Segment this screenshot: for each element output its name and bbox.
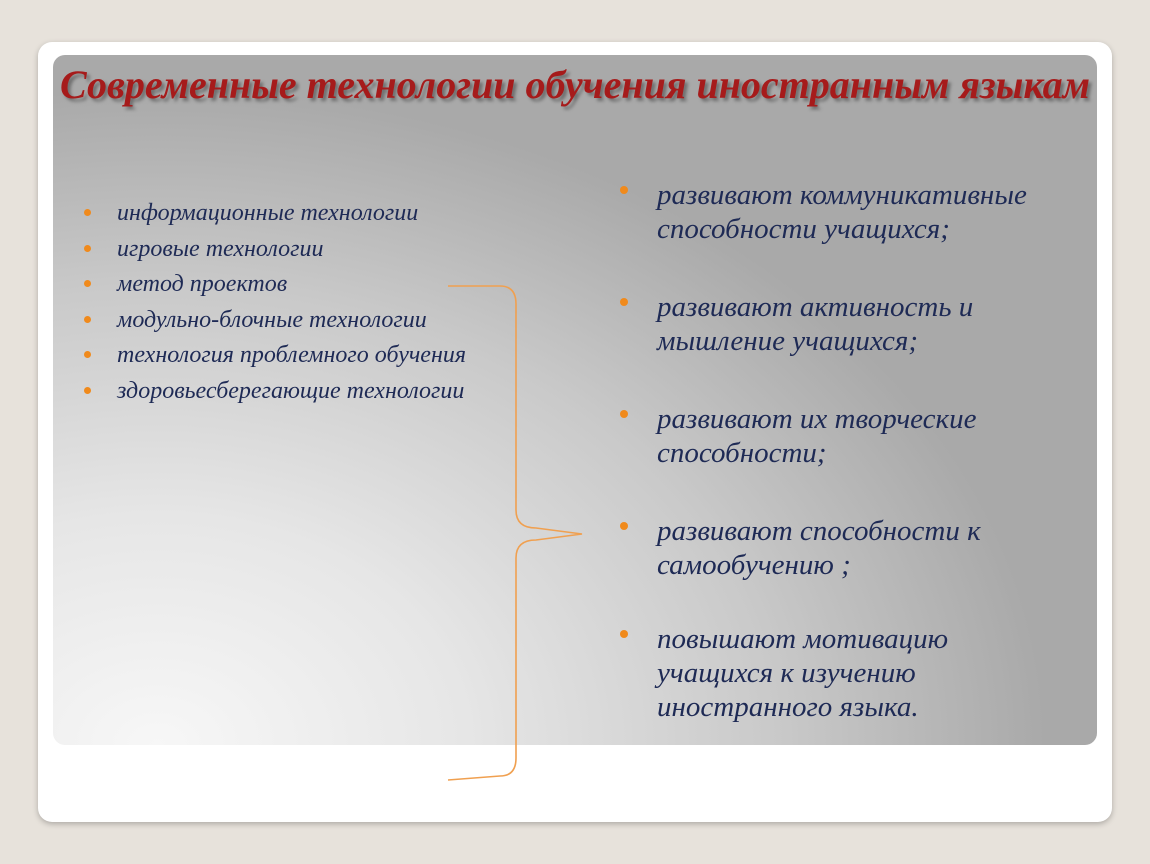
curly-brace-icon [440, 280, 600, 790]
list-item-text: игровые технологии [117, 235, 324, 262]
list-item-text: здоровьесберегающие технологии [117, 377, 465, 404]
slide-title: Современные технологии обучения иностранным языкам [60, 62, 1090, 107]
list-item-text: развивают способности к самообучению ; [657, 515, 981, 581]
bullet-icon [84, 351, 91, 358]
list-item [84, 196, 466, 232]
list-item-text: развивают активность и мышление учащихся; [657, 291, 974, 357]
bullet-icon [84, 209, 91, 216]
bullet-icon [620, 186, 628, 194]
list-item-text: метод проектов [117, 271, 288, 297]
bullet-icon [84, 245, 91, 252]
list-item-text: модульно-блочные технологии [117, 306, 427, 333]
list-item [620, 290, 1060, 358]
list-item [84, 267, 466, 303]
bullet-icon [620, 410, 628, 418]
bullet-icon [84, 316, 91, 323]
bullet-icon [84, 387, 91, 394]
list-item-text: развивают коммуникативные способности учащихся; [657, 179, 1027, 245]
bullet-icon [620, 630, 628, 638]
list-item [620, 402, 1060, 470]
bullet-icon [620, 298, 628, 306]
list-item-text: информационные технологии [117, 200, 419, 226]
list-item [620, 178, 1060, 246]
bullet-icon [84, 280, 91, 287]
list-item [84, 303, 466, 339]
list-item [620, 622, 1060, 724]
list-item [84, 374, 466, 410]
list-item [620, 514, 1060, 582]
list-item-text: развивают их творческие способности; [657, 403, 977, 469]
list-item-text: повышают мотивацию учащихся к изучению иностранного языка. [657, 623, 949, 723]
list-item-text: технология проблемного обучения [117, 342, 467, 368]
list-item [84, 232, 466, 268]
technologies-list [84, 196, 466, 409]
bullet-icon [620, 522, 628, 530]
list-item [84, 338, 466, 374]
